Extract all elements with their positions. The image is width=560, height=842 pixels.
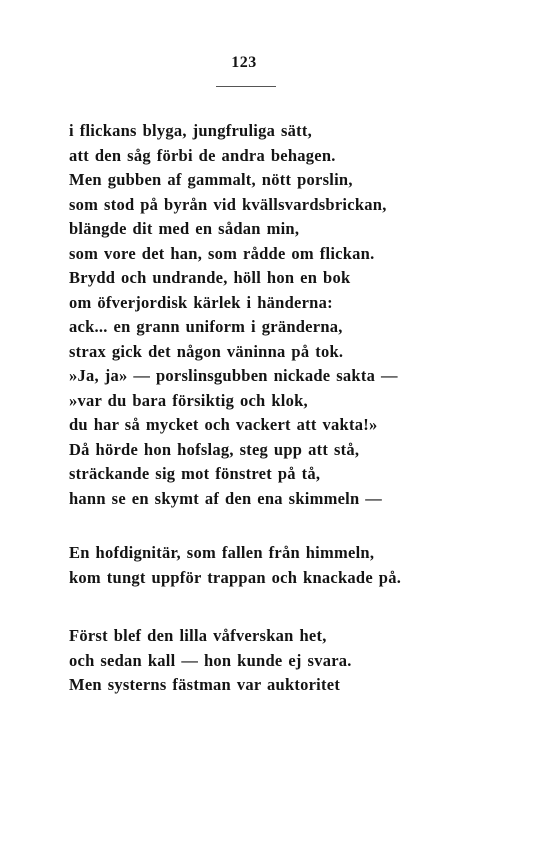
poem-line: du har så mycket och vackert att vakta!» — [69, 415, 378, 434]
poem-line: Brydd och undrande, höll hon en bok — [69, 268, 351, 287]
poem-line: att den såg förbi de andra behagen. — [69, 145, 336, 165]
poem-line: Men gubben af gammalt, nött porslin, — [69, 170, 353, 189]
poem-line: Då hörde hon hofslag, steg upp att stå, — [69, 439, 360, 459]
stanza-1 — [69, 119, 539, 511]
poem-line: sträckande sig mot fönstret på tå, — [69, 464, 321, 483]
poem-line: »Ja, ja» — porslinsgubben nickade sakta — — [69, 366, 398, 385]
poem-line: som stod på byrån vid kvällsvardsbrickan, — [69, 194, 387, 214]
page-number: 123 — [231, 54, 257, 71]
poem-line: »var du bara försiktig och klok, — [69, 390, 308, 410]
poem-line: ack... en grann uniform i gränderna, — [69, 317, 343, 336]
poem-line: strax gick det någon väninna på tok. — [69, 341, 344, 361]
header-rule — [216, 86, 276, 87]
poem-line: som vore det han, som rådde om flickan. — [69, 243, 375, 263]
poem-line: och sedan kall — hon kunde ej svara. — [69, 650, 352, 670]
poem-line: blängde dit med en sådan min, — [69, 219, 300, 238]
stanza-3 — [69, 624, 539, 698]
poem-line: kom tungt uppför trappan och knackade på. — [69, 567, 402, 587]
poem-line: Först blef den lilla våfverskan het, — [69, 626, 327, 645]
stanza-2 — [69, 541, 539, 590]
poem-line: En hofdignitär, som fallen från himmeln, — [69, 543, 375, 562]
poem-line: hann se en skymt af den ena skimmeln — — [69, 488, 383, 508]
poem-line: om öfverjordisk kärlek i händerna: — [69, 292, 333, 312]
poem-line: i flickans blyga, jungfruliga sätt, — [69, 121, 313, 140]
poem-line: Men systerns fästman var auktoritet — [69, 675, 341, 694]
